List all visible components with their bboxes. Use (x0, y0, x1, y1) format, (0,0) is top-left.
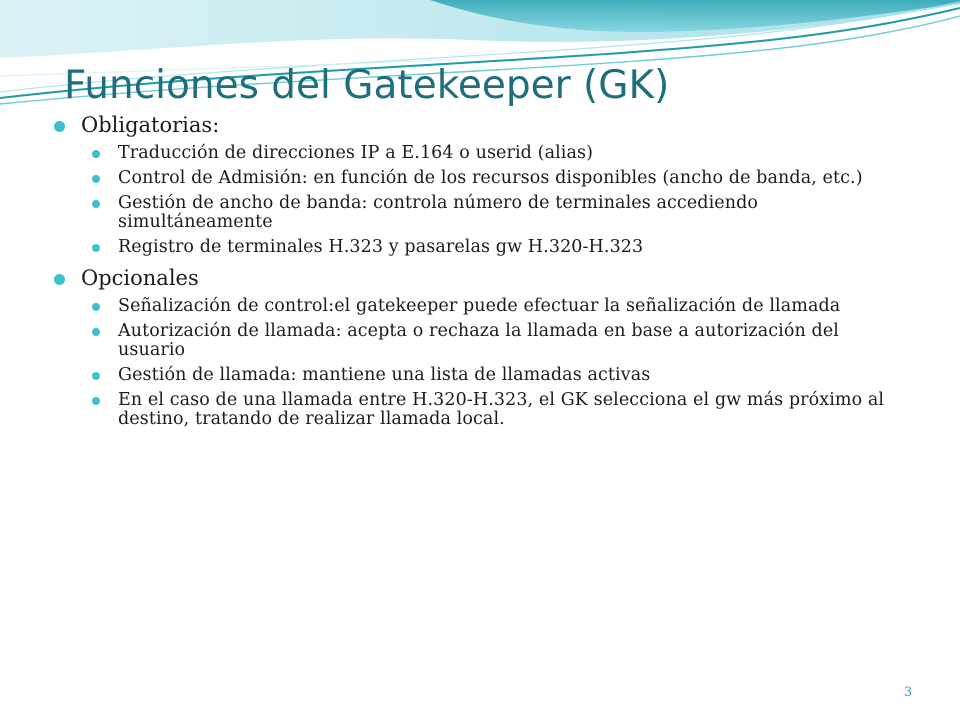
list-item-text: Autorización de llamada: acepta o rechaza la llamada en base a autorización del usuario (118, 321, 839, 360)
list-item-text: Traducción de direcciones IP a E.164 o userid (alias) (118, 143, 594, 163)
list-item (52, 169, 902, 188)
slide-content (52, 112, 902, 437)
section-heading-obligatorias (52, 112, 902, 138)
list-item (52, 322, 902, 360)
list-item-text: En el caso de una llamada entre H.320-H.323, el GK selecciona el gw más próximo al destino, tratando de realizar llamada local. (118, 390, 885, 429)
list-item-text: Señalización de control:el gatekeeper puede efectuar la señalización de llamada (118, 296, 841, 316)
section-list-opcionales (52, 297, 902, 429)
section-heading-opcionales (52, 265, 902, 291)
list-item (52, 297, 902, 316)
list-item-text: Gestión de ancho de banda: controla número de terminales accediendo simultáneamente (118, 193, 759, 232)
list-item (52, 194, 902, 232)
bullet-icon (54, 121, 65, 132)
section-heading-label: Opcionales (81, 266, 199, 290)
bullet-icon (92, 200, 100, 208)
list-item-text: Registro de terminales H.323 y pasarelas gw H.320-H.323 (118, 237, 644, 257)
bullet-icon (92, 303, 100, 311)
list-item (52, 144, 902, 163)
list-item (52, 391, 902, 429)
bullet-icon (92, 244, 100, 252)
bullet-icon (54, 274, 65, 285)
bullet-icon (92, 150, 100, 158)
bullet-icon (92, 328, 100, 336)
bullet-icon (92, 397, 100, 405)
section-list-obligatorias (52, 144, 902, 257)
list-item (52, 366, 902, 385)
list-item-text: Gestión de llamada: mantiene una lista de llamadas activas (118, 365, 651, 385)
list-item-text: Control de Admisión: en función de los recursos disponibles (ancho de banda, etc.) (118, 168, 863, 188)
bullet-icon (92, 175, 100, 183)
bullet-icon (92, 372, 100, 380)
section-heading-label: Obligatorias: (81, 113, 220, 137)
slide-title: Funciones del Gatekeeper (GK) (64, 63, 670, 108)
list-item (52, 238, 902, 257)
page-number: 3 (903, 685, 913, 700)
